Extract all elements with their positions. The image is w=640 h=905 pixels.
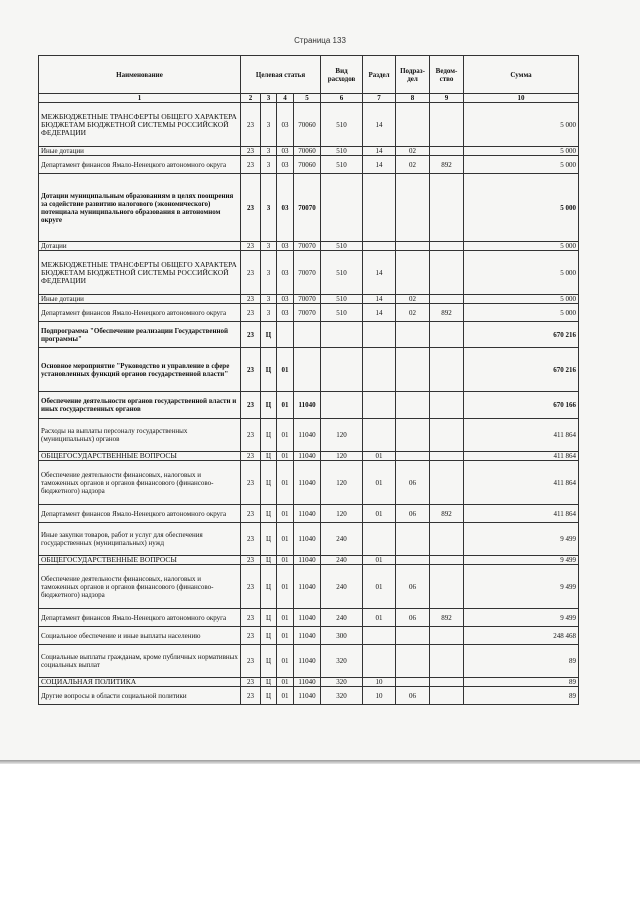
cell-target-code-4: 11040 bbox=[294, 523, 321, 556]
cell-subsection bbox=[396, 419, 430, 452]
cell-target-code-3: 01 bbox=[277, 645, 294, 678]
cell-sum: 5 000 bbox=[464, 147, 579, 156]
cell-department bbox=[430, 556, 464, 565]
table-row bbox=[39, 452, 579, 461]
cell-subsection bbox=[396, 678, 430, 687]
table-row bbox=[39, 103, 579, 147]
cell-section bbox=[363, 419, 396, 452]
cell-section bbox=[363, 627, 396, 645]
cell-expense-type: 120 bbox=[321, 452, 363, 461]
table-row bbox=[39, 523, 579, 556]
cell-row-name: ОБЩЕГОСУДАРСТВЕННЫЕ ВОПРОСЫ bbox=[39, 452, 241, 461]
column-numbers-row bbox=[39, 94, 579, 103]
cell-target-code-2: 3 bbox=[261, 103, 277, 147]
cell-target-code-2: Ц bbox=[261, 392, 277, 419]
col-number: 6 bbox=[321, 94, 363, 103]
cell-row-name: Дотации bbox=[39, 242, 241, 251]
cell-section: 10 bbox=[363, 687, 396, 705]
cell-target-code-1: 23 bbox=[241, 609, 261, 627]
cell-expense-type: 240 bbox=[321, 609, 363, 627]
cell-section: 14 bbox=[363, 304, 396, 322]
cell-subsection bbox=[396, 251, 430, 295]
cell-target-code-2: Ц bbox=[261, 645, 277, 678]
table-row bbox=[39, 147, 579, 156]
cell-target-code-1: 23 bbox=[241, 174, 261, 242]
table-row bbox=[39, 419, 579, 452]
cell-target-code-4: 70070 bbox=[294, 251, 321, 295]
cell-target-code-4: 70070 bbox=[294, 304, 321, 322]
cell-expense-type: 510 bbox=[321, 147, 363, 156]
cell-target-code-1: 23 bbox=[241, 392, 261, 419]
cell-subsection bbox=[396, 348, 430, 392]
cell-department bbox=[430, 295, 464, 304]
cell-target-code-3: 01 bbox=[277, 461, 294, 505]
cell-department bbox=[430, 678, 464, 687]
cell-target-code-4: 70070 bbox=[294, 295, 321, 304]
cell-expense-type: 240 bbox=[321, 523, 363, 556]
cell-expense-type: 320 bbox=[321, 687, 363, 705]
cell-expense-type: 300 bbox=[321, 627, 363, 645]
header-name: Наименование bbox=[39, 56, 241, 94]
cell-subsection: 06 bbox=[396, 505, 430, 523]
cell-subsection: 02 bbox=[396, 156, 430, 174]
cell-target-code-2: Ц bbox=[261, 452, 277, 461]
cell-expense-type: 120 bbox=[321, 461, 363, 505]
cell-target-code-1: 23 bbox=[241, 505, 261, 523]
cell-target-code-3: 01 bbox=[277, 419, 294, 452]
cell-expense-type bbox=[321, 322, 363, 348]
cell-target-code-3: 01 bbox=[277, 627, 294, 645]
cell-section: 01 bbox=[363, 556, 396, 565]
cell-target-code-2: Ц bbox=[261, 348, 277, 392]
table-body bbox=[39, 103, 579, 705]
cell-row-name: Департамент финансов Ямало-Ненецкого автономного округа bbox=[39, 609, 241, 627]
cell-section: 14 bbox=[363, 156, 396, 174]
table-row bbox=[39, 392, 579, 419]
cell-row-name: Обеспечение деятельности финансовых, налоговых и таможенных органов и органов финансового (финансово-бюджетного) надзора bbox=[39, 461, 241, 505]
cell-target-code-4: 70060 bbox=[294, 103, 321, 147]
cell-subsection: 06 bbox=[396, 461, 430, 505]
cell-section bbox=[363, 523, 396, 556]
cell-department bbox=[430, 523, 464, 556]
cell-section: 01 bbox=[363, 452, 396, 461]
cell-row-name: Социальные выплаты гражданам, кроме публичных нормативных социальных выплат bbox=[39, 645, 241, 678]
header-sum: Сумма bbox=[464, 56, 579, 94]
cell-subsection: 06 bbox=[396, 687, 430, 705]
cell-target-code-4: 11040 bbox=[294, 627, 321, 645]
cell-subsection: 02 bbox=[396, 304, 430, 322]
cell-target-code-3 bbox=[277, 322, 294, 348]
table-row bbox=[39, 348, 579, 392]
cell-expense-type: 510 bbox=[321, 242, 363, 251]
cell-department bbox=[430, 452, 464, 461]
cell-row-name: Департамент финансов Ямало-Ненецкого автономного округа bbox=[39, 505, 241, 523]
budget-table bbox=[38, 55, 579, 705]
cell-department bbox=[430, 251, 464, 295]
cell-expense-type bbox=[321, 392, 363, 419]
cell-sum: 9 499 bbox=[464, 565, 579, 609]
table-row bbox=[39, 251, 579, 295]
cell-row-name: Подпрограмма "Обеспечение реализации Государственной программы" bbox=[39, 322, 241, 348]
cell-target-code-2: Ц bbox=[261, 523, 277, 556]
cell-target-code-2: Ц bbox=[261, 556, 277, 565]
cell-target-code-1: 23 bbox=[241, 461, 261, 505]
cell-department bbox=[430, 627, 464, 645]
cell-section: 10 bbox=[363, 678, 396, 687]
cell-target-code-4: 11040 bbox=[294, 461, 321, 505]
cell-target-code-1: 23 bbox=[241, 452, 261, 461]
cell-subsection bbox=[396, 523, 430, 556]
cell-department bbox=[430, 348, 464, 392]
col-number: 2 bbox=[241, 94, 261, 103]
page-edge bbox=[0, 760, 640, 764]
cell-row-name: Иные закупки товаров, работ и услуг для обеспечения государственных (муниципальных) нужд bbox=[39, 523, 241, 556]
cell-expense-type: 320 bbox=[321, 678, 363, 687]
cell-subsection: 06 bbox=[396, 609, 430, 627]
cell-target-code-2: 3 bbox=[261, 251, 277, 295]
col-number: 7 bbox=[363, 94, 396, 103]
cell-target-code-4: 70070 bbox=[294, 174, 321, 242]
cell-subsection: 02 bbox=[396, 147, 430, 156]
cell-expense-type bbox=[321, 348, 363, 392]
cell-row-name: МЕЖБЮДЖЕТНЫЕ ТРАНСФЕРТЫ ОБЩЕГО ХАРАКТЕРА БЮДЖЕТАМ БЮДЖЕТНОЙ СИСТЕМЫ РОССИЙСКОЙ ФЕДЕРАЦИИ bbox=[39, 103, 241, 147]
cell-sum: 89 bbox=[464, 687, 579, 705]
cell-target-code-4: 11040 bbox=[294, 505, 321, 523]
col-number: 4 bbox=[277, 94, 294, 103]
cell-target-code-4 bbox=[294, 322, 321, 348]
table-row bbox=[39, 322, 579, 348]
cell-row-name: ОБЩЕГОСУДАРСТВЕННЫЕ ВОПРОСЫ bbox=[39, 556, 241, 565]
table-row bbox=[39, 304, 579, 322]
cell-sum: 411 864 bbox=[464, 505, 579, 523]
cell-target-code-2: 3 bbox=[261, 304, 277, 322]
cell-section: 14 bbox=[363, 147, 396, 156]
cell-subsection: 06 bbox=[396, 565, 430, 609]
table-row bbox=[39, 565, 579, 609]
cell-target-code-2: 3 bbox=[261, 147, 277, 156]
col-number: 3 bbox=[261, 94, 277, 103]
cell-target-code-4: 70060 bbox=[294, 156, 321, 174]
cell-expense-type bbox=[321, 174, 363, 242]
cell-target-code-2: 3 bbox=[261, 174, 277, 242]
cell-target-code-1: 23 bbox=[241, 251, 261, 295]
cell-target-code-2: Ц bbox=[261, 678, 277, 687]
cell-target-code-3: 03 bbox=[277, 251, 294, 295]
cell-target-code-1: 23 bbox=[241, 322, 261, 348]
cell-expense-type: 510 bbox=[321, 103, 363, 147]
col-number: 9 bbox=[430, 94, 464, 103]
cell-target-code-1: 23 bbox=[241, 556, 261, 565]
cell-section bbox=[363, 174, 396, 242]
header-subsection: Подраз-дел bbox=[396, 56, 430, 94]
cell-expense-type: 510 bbox=[321, 156, 363, 174]
col-number: 10 bbox=[464, 94, 579, 103]
cell-section: 01 bbox=[363, 505, 396, 523]
cell-subsection bbox=[396, 242, 430, 251]
cell-sum: 5 000 bbox=[464, 304, 579, 322]
cell-target-code-1: 23 bbox=[241, 304, 261, 322]
cell-sum: 89 bbox=[464, 645, 579, 678]
header-expense-type: Вид расходов bbox=[321, 56, 363, 94]
cell-target-code-4: 70070 bbox=[294, 242, 321, 251]
cell-target-code-1: 23 bbox=[241, 156, 261, 174]
cell-department bbox=[430, 461, 464, 505]
table-row bbox=[39, 242, 579, 251]
cell-department: 892 bbox=[430, 505, 464, 523]
cell-subsection bbox=[396, 645, 430, 678]
cell-target-code-3: 03 bbox=[277, 103, 294, 147]
table-row bbox=[39, 295, 579, 304]
cell-target-code-3: 01 bbox=[277, 565, 294, 609]
cell-department: 892 bbox=[430, 156, 464, 174]
cell-section: 01 bbox=[363, 461, 396, 505]
cell-target-code-2: Ц bbox=[261, 461, 277, 505]
cell-section bbox=[363, 322, 396, 348]
cell-target-code-3: 03 bbox=[277, 147, 294, 156]
cell-target-code-1: 23 bbox=[241, 565, 261, 609]
table-row bbox=[39, 156, 579, 174]
table-row bbox=[39, 174, 579, 242]
cell-sum: 411 864 bbox=[464, 452, 579, 461]
cell-subsection: 02 bbox=[396, 295, 430, 304]
cell-target-code-2: Ц bbox=[261, 609, 277, 627]
header-department: Ведом-ство bbox=[430, 56, 464, 94]
cell-target-code-3: 03 bbox=[277, 174, 294, 242]
cell-department bbox=[430, 392, 464, 419]
cell-target-code-3: 01 bbox=[277, 609, 294, 627]
cell-row-name: Департамент финансов Ямало-Ненецкого автономного округа bbox=[39, 156, 241, 174]
cell-department bbox=[430, 419, 464, 452]
col-number: 8 bbox=[396, 94, 430, 103]
cell-section: 14 bbox=[363, 103, 396, 147]
cell-sum: 5 000 bbox=[464, 251, 579, 295]
cell-subsection bbox=[396, 627, 430, 645]
cell-target-code-3: 01 bbox=[277, 687, 294, 705]
cell-row-name: Основное мероприятие "Руководство и управление в сфере установленных функций органов государственной власти" bbox=[39, 348, 241, 392]
cell-target-code-4: 70060 bbox=[294, 147, 321, 156]
cell-department bbox=[430, 242, 464, 251]
cell-target-code-3: 01 bbox=[277, 392, 294, 419]
cell-row-name: СОЦИАЛЬНАЯ ПОЛИТИКА bbox=[39, 678, 241, 687]
cell-row-name: Дотации муниципальным образованиям в целях поощрения за содействие развитию налогового (экономического) потенциала муниципального образования в автономном округе bbox=[39, 174, 241, 242]
header-section: Раздел bbox=[363, 56, 396, 94]
cell-target-code-4: 11040 bbox=[294, 392, 321, 419]
cell-department bbox=[430, 565, 464, 609]
cell-target-code-2: Ц bbox=[261, 565, 277, 609]
cell-target-code-4: 11040 bbox=[294, 452, 321, 461]
cell-target-code-2: Ц bbox=[261, 419, 277, 452]
cell-row-name: МЕЖБЮДЖЕТНЫЕ ТРАНСФЕРТЫ ОБЩЕГО ХАРАКТЕРА БЮДЖЕТАМ БЮДЖЕТНОЙ СИСТЕМЫ РОССИЙСКОЙ ФЕДЕРАЦИИ bbox=[39, 251, 241, 295]
table-row bbox=[39, 461, 579, 505]
cell-expense-type: 320 bbox=[321, 645, 363, 678]
table-row bbox=[39, 687, 579, 705]
col-number: 5 bbox=[294, 94, 321, 103]
cell-row-name: Департамент финансов Ямало-Ненецкого автономного округа bbox=[39, 304, 241, 322]
table-row bbox=[39, 609, 579, 627]
cell-expense-type: 510 bbox=[321, 304, 363, 322]
cell-target-code-4: 11040 bbox=[294, 556, 321, 565]
table-row bbox=[39, 505, 579, 523]
cell-target-code-1: 23 bbox=[241, 348, 261, 392]
cell-target-code-1: 23 bbox=[241, 627, 261, 645]
cell-sum: 670 216 bbox=[464, 348, 579, 392]
col-number: 1 bbox=[39, 94, 241, 103]
cell-subsection bbox=[396, 103, 430, 147]
cell-sum: 411 864 bbox=[464, 419, 579, 452]
header-row bbox=[39, 56, 579, 94]
cell-target-code-3: 01 bbox=[277, 348, 294, 392]
cell-section bbox=[363, 392, 396, 419]
cell-target-code-2: Ц bbox=[261, 687, 277, 705]
cell-sum: 5 000 bbox=[464, 295, 579, 304]
cell-row-name: Расходы на выплаты персоналу государственных (муниципальных) органов bbox=[39, 419, 241, 452]
cell-target-code-1: 23 bbox=[241, 295, 261, 304]
cell-expense-type: 240 bbox=[321, 556, 363, 565]
cell-section bbox=[363, 242, 396, 251]
cell-row-name: Другие вопросы в области социальной политики bbox=[39, 687, 241, 705]
cell-sum: 9 499 bbox=[464, 556, 579, 565]
cell-sum: 670 216 bbox=[464, 322, 579, 348]
table-row bbox=[39, 645, 579, 678]
table-row bbox=[39, 627, 579, 645]
cell-section bbox=[363, 348, 396, 392]
cell-target-code-1: 23 bbox=[241, 419, 261, 452]
cell-sum: 9 499 bbox=[464, 609, 579, 627]
cell-target-code-4: 11040 bbox=[294, 678, 321, 687]
cell-target-code-1: 23 bbox=[241, 687, 261, 705]
cell-target-code-4 bbox=[294, 348, 321, 392]
cell-sum: 670 166 bbox=[464, 392, 579, 419]
cell-row-name: Обеспечение деятельности органов государственной власти и иных государственных органов bbox=[39, 392, 241, 419]
cell-expense-type: 240 bbox=[321, 565, 363, 609]
cell-target-code-4: 11040 bbox=[294, 645, 321, 678]
cell-target-code-1: 23 bbox=[241, 523, 261, 556]
cell-department bbox=[430, 147, 464, 156]
cell-department: 892 bbox=[430, 304, 464, 322]
cell-target-code-3: 01 bbox=[277, 678, 294, 687]
cell-sum: 5 000 bbox=[464, 174, 579, 242]
cell-department bbox=[430, 322, 464, 348]
cell-target-code-2: 3 bbox=[261, 295, 277, 304]
cell-section: 14 bbox=[363, 251, 396, 295]
cell-department bbox=[430, 645, 464, 678]
cell-target-code-4: 11040 bbox=[294, 609, 321, 627]
table-row bbox=[39, 678, 579, 687]
header-target-article: Целевая статья bbox=[241, 56, 321, 94]
cell-target-code-2: Ц bbox=[261, 627, 277, 645]
cell-section: 01 bbox=[363, 565, 396, 609]
cell-subsection bbox=[396, 322, 430, 348]
cell-target-code-2: 3 bbox=[261, 242, 277, 251]
cell-expense-type: 120 bbox=[321, 419, 363, 452]
cell-section: 14 bbox=[363, 295, 396, 304]
cell-expense-type: 510 bbox=[321, 295, 363, 304]
cell-row-name: Иные дотации bbox=[39, 147, 241, 156]
cell-section: 01 bbox=[363, 609, 396, 627]
cell-target-code-3: 03 bbox=[277, 295, 294, 304]
cell-row-name: Иные дотации bbox=[39, 295, 241, 304]
cell-target-code-4: 11040 bbox=[294, 419, 321, 452]
cell-target-code-3: 01 bbox=[277, 452, 294, 461]
cell-target-code-3: 03 bbox=[277, 242, 294, 251]
cell-target-code-1: 23 bbox=[241, 147, 261, 156]
cell-sum: 411 864 bbox=[464, 461, 579, 505]
cell-subsection bbox=[396, 452, 430, 461]
cell-target-code-1: 23 bbox=[241, 103, 261, 147]
cell-target-code-2: Ц bbox=[261, 322, 277, 348]
page-number: Страница 133 bbox=[294, 36, 346, 45]
cell-expense-type: 120 bbox=[321, 505, 363, 523]
cell-sum: 5 000 bbox=[464, 242, 579, 251]
cell-sum: 5 000 bbox=[464, 103, 579, 147]
cell-row-name: Социальное обеспечение и иные выплаты населению bbox=[39, 627, 241, 645]
cell-target-code-2: Ц bbox=[261, 505, 277, 523]
cell-target-code-1: 23 bbox=[241, 242, 261, 251]
cell-target-code-4: 11040 bbox=[294, 565, 321, 609]
cell-subsection bbox=[396, 392, 430, 419]
cell-target-code-1: 23 bbox=[241, 645, 261, 678]
table-row bbox=[39, 556, 579, 565]
cell-expense-type: 510 bbox=[321, 251, 363, 295]
cell-target-code-3: 03 bbox=[277, 304, 294, 322]
cell-sum: 9 499 bbox=[464, 523, 579, 556]
cell-department bbox=[430, 174, 464, 242]
cell-subsection bbox=[396, 556, 430, 565]
cell-subsection bbox=[396, 174, 430, 242]
cell-target-code-4: 11040 bbox=[294, 687, 321, 705]
cell-sum: 248 468 bbox=[464, 627, 579, 645]
cell-sum: 5 000 bbox=[464, 156, 579, 174]
cell-department bbox=[430, 103, 464, 147]
cell-row-name: Обеспечение деятельности финансовых, налоговых и таможенных органов и органов финансового (финансово-бюджетного) надзора bbox=[39, 565, 241, 609]
cell-sum: 89 bbox=[464, 678, 579, 687]
cell-target-code-3: 01 bbox=[277, 556, 294, 565]
cell-target-code-3: 01 bbox=[277, 505, 294, 523]
cell-target-code-3: 03 bbox=[277, 156, 294, 174]
cell-section bbox=[363, 645, 396, 678]
cell-target-code-3: 01 bbox=[277, 523, 294, 556]
cell-department bbox=[430, 687, 464, 705]
cell-department: 892 bbox=[430, 609, 464, 627]
cell-target-code-1: 23 bbox=[241, 678, 261, 687]
cell-target-code-2: 3 bbox=[261, 156, 277, 174]
